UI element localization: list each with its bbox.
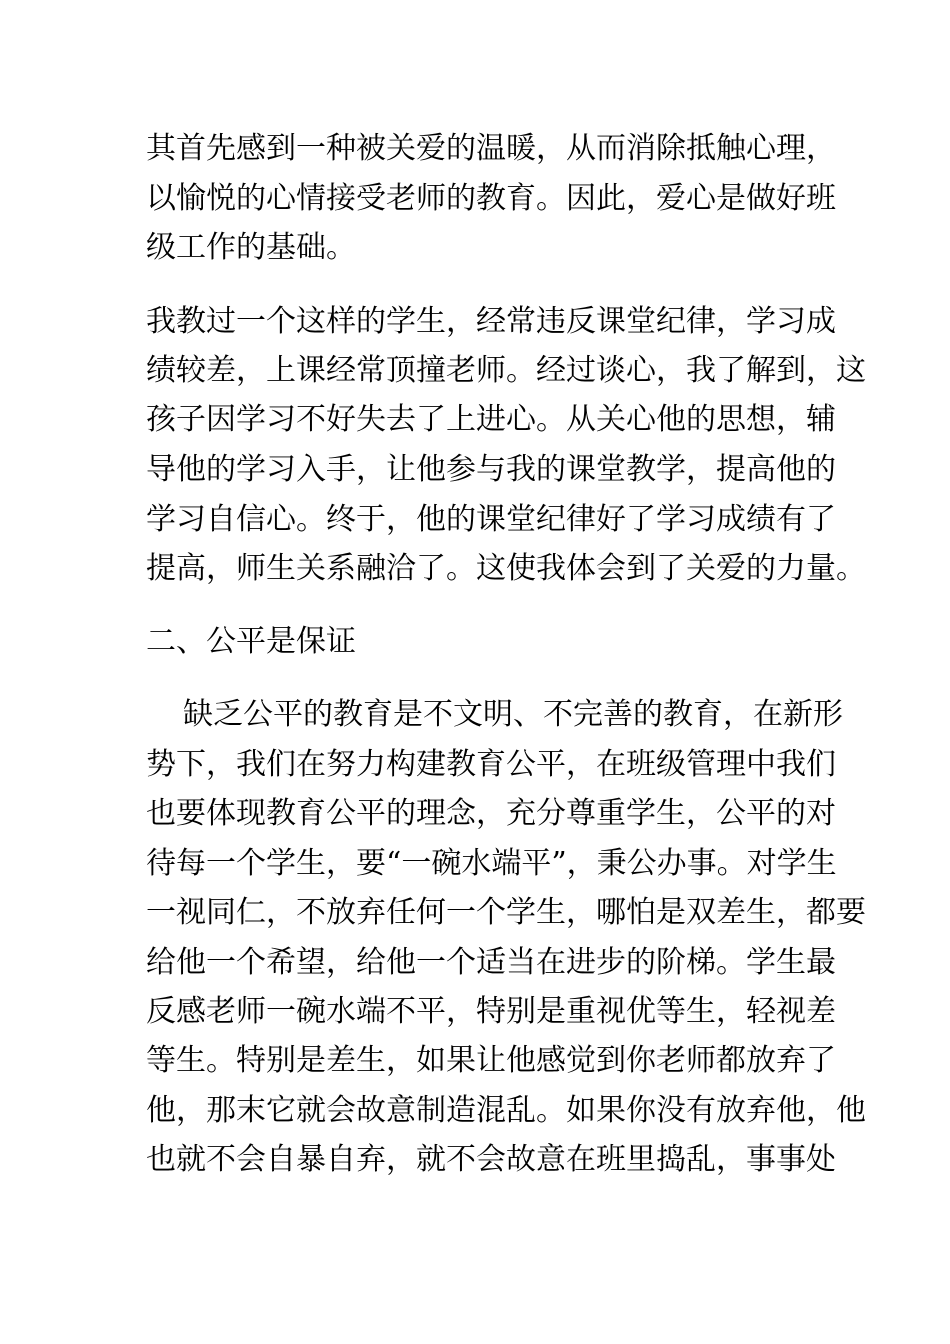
text-line: 其首先感到一种被关爱的温暖，从而消除抵触心理， <box>146 131 836 166</box>
text-line: 给他一个希望，给他一个适当在进步的阶梯。学生最 <box>146 945 836 980</box>
text-line: 反感老师一碗水端不平，特别是重视优等生，轻视差 <box>146 994 836 1029</box>
text-line: 他，那末它就会故意制造混乱。如果你没有放弃他，他 <box>146 1093 866 1128</box>
text-line: 孩子因学习不好失去了上进心。从关心他的思想，辅 <box>146 402 836 437</box>
text-line: 缺乏公平的教育是不文明、不完善的教育，在新形 <box>183 697 843 732</box>
text-line: 导他的学习入手，让他参与我的课堂教学，提高他的 <box>146 452 836 487</box>
text-line: 也就不会自暴自弃，就不会故意在班里捣乱，事事处 <box>146 1142 836 1177</box>
text-line: 以愉悦的心情接受老师的教育。因此，爱心是做好班 <box>146 181 836 216</box>
text-line: 我教过一个这样的学生，经常违反课堂纪律，学习成 <box>146 304 836 339</box>
text-line: 级工作的基础。 <box>146 230 356 265</box>
text-line: 待每一个学生，要“一碗水端平”，秉公办事。对学生 <box>146 846 837 881</box>
text-line: 等生。特别是差生，如果让他感觉到你老师都放弃了 <box>146 1043 836 1078</box>
text-line: 学习自信心。终于，他的课堂纪律好了学习成绩有了 <box>146 502 836 537</box>
text-line: 绩较差，上课经常顶撞老师。经过谈心，我了解到，这 <box>146 353 866 388</box>
text-line: 势下，我们在努力构建教育公平，在班级管理中我们 <box>146 747 836 782</box>
text-line: 一视同仁，不放弃任何一个学生，哪怕是双差生，都要 <box>146 895 866 930</box>
text-line: 也要体现教育公平的理念，充分尊重学生，公平的对 <box>146 796 836 831</box>
text-line: 提高，师生关系融洽了。这使我体会到了关爱的力量。 <box>146 551 866 586</box>
section-heading: 二、公平是保证 <box>146 624 356 659</box>
